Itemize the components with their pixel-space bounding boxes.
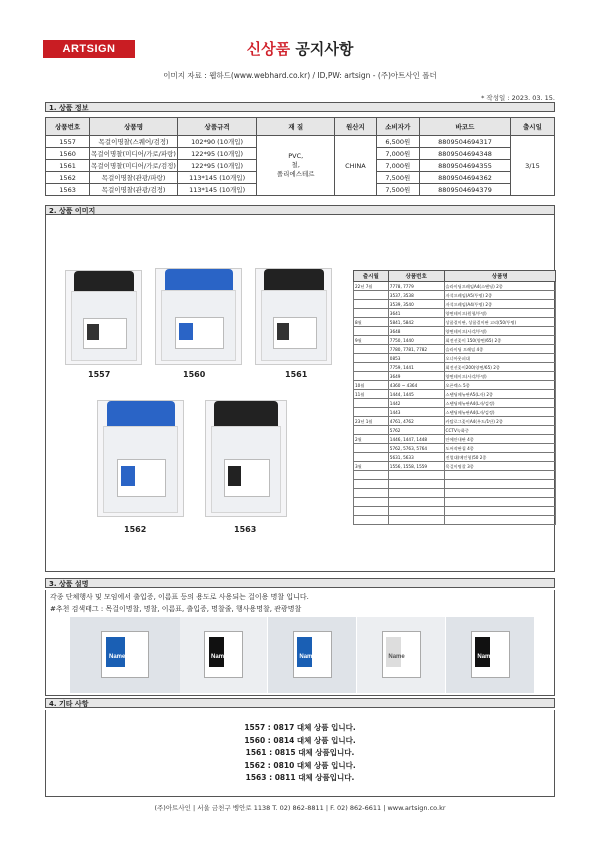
table-row: [354, 408, 556, 417]
product-number: 1561: [46, 160, 90, 172]
release-month: 2월: [354, 435, 389, 444]
page-title: [0, 38, 600, 59]
name-tag: [224, 459, 271, 498]
name-tag: [382, 631, 421, 679]
written-date: * 작성일 : 2023. 03. 15.: [481, 94, 555, 102]
price: 7,500원: [376, 184, 419, 196]
search-tags: #추천 검색태그 : 목걸이명찰, 명찰, 이름표, 출입증, 명찰줄, 행사용명찰, 관광명찰: [50, 605, 302, 613]
price: 7,500원: [376, 172, 419, 184]
origin: CHINA: [335, 136, 376, 196]
product-numbers: 5762: [388, 426, 444, 435]
table-row: [354, 498, 556, 507]
release-month: [354, 453, 389, 462]
product-names: [444, 471, 555, 480]
product-numbers: 5631, 5633: [388, 453, 444, 462]
product-numbers: [388, 507, 444, 516]
product-photo: [155, 268, 242, 365]
name-text: Name: [299, 653, 316, 660]
info-header-cell: 상품명: [90, 118, 178, 136]
product-numbers: 5841, 5842: [388, 318, 444, 327]
product-numbers: 1442: [388, 399, 444, 408]
product-names: 목걸이명찰 3종: [444, 462, 555, 471]
name-text: Name: [211, 653, 228, 660]
product-names: 회전선꽂이 150(양면/65) 2종: [444, 336, 555, 345]
product-names: 자석프레임(A4/투명) 2종: [444, 300, 555, 309]
product-number: 1563: [46, 184, 90, 196]
material: PVC, 철, 폴리에스테르: [257, 136, 335, 196]
barcode: 8809504694317: [420, 136, 511, 148]
release-month: [354, 480, 389, 489]
tag-color-block: [121, 466, 134, 486]
release-month: 3월: [354, 462, 389, 471]
info-header-cell: 바코드: [420, 118, 511, 136]
replacement-note: 1560 : 0814 대체 상품 입니다.: [244, 735, 356, 745]
product-names: 진열대(메인형)50 2종: [444, 453, 555, 462]
release-month: 23년 1월: [354, 417, 389, 426]
section-product-image-heading: 2. 상품 이미지: [45, 205, 555, 215]
release-date: 3/15: [510, 136, 554, 196]
product-names: 상품결이판, 상품결이판 고리(50/투명): [444, 318, 555, 327]
product-photo: [65, 270, 142, 365]
table-row: [354, 309, 556, 318]
product-numbers: 7759, 1441: [388, 363, 444, 372]
product-name: 목걸이명찰(관광/검정): [90, 184, 178, 196]
product-names: 안에안내판 4종: [444, 435, 555, 444]
price: 7,000원: [376, 160, 419, 172]
product-names: 슬라이딩프레임A4(스탠딩) 2종: [444, 282, 555, 291]
product-names: 회전선꽂이200(양면/65) 2종: [444, 363, 555, 372]
product-names: 스탠딩메뉴판A4(L자/검정): [444, 399, 555, 408]
product-names: 양면테이프(원형/투명): [444, 309, 555, 318]
replacement-note: 1557 : 0817 대체 상품 입니다.: [244, 723, 356, 732]
table-row: [354, 453, 556, 462]
product-names: [444, 480, 555, 489]
title-highlight: 신상품: [246, 40, 291, 58]
history-header-cell: 상품번호: [388, 271, 444, 282]
product-numbers: 3537, 3538: [388, 291, 444, 300]
product-numbers: 7750, 1440: [388, 336, 444, 345]
product-numbers: 3539, 3540: [388, 300, 444, 309]
release-month: [354, 426, 389, 435]
product-label: 1560: [183, 370, 206, 379]
product-names: [444, 498, 555, 507]
release-month: [354, 444, 389, 453]
product-name: 목걸이명찰(스퀘어/검정): [90, 136, 178, 148]
replacement-note: 1563 : 0811 대체 상품입니다.: [245, 773, 355, 782]
release-month: [354, 489, 389, 498]
replacement-note: 1561 : 0815 대체 상품입니다.: [245, 748, 355, 757]
usage-photo: [268, 617, 356, 693]
table-row: [354, 462, 556, 471]
product-spec: 102*90 (10개입): [177, 136, 256, 148]
product-names: 도어작판칩 4종: [444, 444, 555, 453]
name-tag: [117, 459, 167, 498]
product-numbers: [388, 489, 444, 498]
tag-color-block: [179, 323, 192, 340]
table-row: [354, 336, 556, 345]
product-label: 1561: [285, 370, 308, 379]
product-numbers: 3648: [388, 327, 444, 336]
product-names: 자석프레임(A5/투명) 2종: [444, 291, 555, 300]
tag-color-block: [209, 637, 228, 667]
release-month: [354, 372, 389, 381]
release-month: 9월: [354, 336, 389, 345]
product-numbers: 7780, 7781, 7782: [388, 345, 444, 354]
release-history-table: [353, 270, 556, 525]
barcode: 8809504694348: [420, 148, 511, 160]
product-names: [444, 516, 555, 525]
product-names: [444, 489, 555, 498]
table-row: [354, 399, 556, 408]
product-names: 슬라이딩 프레임 4종: [444, 345, 555, 354]
barcode: 8809504694355: [420, 160, 511, 172]
table-row: [354, 282, 556, 291]
info-header-cell: 출시일: [510, 118, 554, 136]
table-row: [354, 471, 556, 480]
product-photo: [97, 400, 184, 517]
product-label: 1562: [124, 525, 147, 534]
section-description-heading: 3. 상품 설명: [45, 578, 555, 588]
product-photo: [205, 400, 287, 517]
product-numbers: 1446, 1447, 1448: [388, 435, 444, 444]
barcode: 8809504694379: [420, 184, 511, 196]
usage-photo: [357, 617, 445, 693]
product-spec: 113*145 (10개입): [177, 184, 256, 196]
table-row: [354, 354, 556, 363]
name-tag: [204, 631, 243, 679]
artsign-logo: ARTSIGN: [43, 40, 135, 58]
company-footer: (주)아트사인 | 서울 금천구 벵안로 1138 T. 02) 862-8811 | F. 02) 862-6611 | www.artsign.co.kr: [154, 804, 446, 812]
usage-photo: [70, 617, 180, 693]
product-names: 카탈로그꽂이A4(우드/1단) 2종: [444, 417, 555, 426]
product-number: 1560: [46, 148, 90, 160]
section-product-info-heading: 1. 상품 정보: [45, 102, 555, 112]
release-month: [354, 345, 389, 354]
product-names: 오픈렉스 5종: [444, 381, 555, 390]
name-tag: [83, 318, 127, 350]
product-names: 양면테이프(사각/투명): [444, 372, 555, 381]
table-row: [354, 345, 556, 354]
product-numbers: 1443: [388, 408, 444, 417]
table-row: [354, 417, 556, 426]
table-row: [354, 390, 556, 399]
product-numbers: 7778, 7779: [388, 282, 444, 291]
table-row: [354, 426, 556, 435]
product-numbers: 1444, 1445: [388, 390, 444, 399]
table-row: [354, 435, 556, 444]
product-names: 스탠딩메뉴판A4(L자/검정): [444, 408, 555, 417]
history-header-cell: 출시월: [354, 271, 389, 282]
product-names: 스탠딩메뉴판A5(L자) 2종: [444, 390, 555, 399]
product-spec: 122*95 (10개입): [177, 148, 256, 160]
usage-photo: [180, 617, 267, 693]
table-row: [354, 363, 556, 372]
product-numbers: 4360 ~ 4364: [388, 381, 444, 390]
product-number: 1562: [46, 172, 90, 184]
release-month: [354, 507, 389, 516]
table-row: [354, 381, 556, 390]
product-names: CCTV녹화중: [444, 426, 555, 435]
product-label: 1563: [234, 525, 257, 534]
replacement-note: 1562 : 0810 대체 상품 입니다.: [244, 760, 356, 770]
name-text: Name: [388, 653, 405, 660]
product-numbers: [388, 480, 444, 489]
name-tag: [175, 317, 225, 349]
name-tag: [273, 317, 317, 349]
release-month: [354, 309, 389, 318]
name-tag: [471, 631, 510, 679]
info-header-cell: 재 질: [257, 118, 335, 136]
tag-color-block: [386, 637, 405, 667]
image-source-note: 이미지 자료 : 웹하드(www.webhard.co.kr) / ID,PW: artsign - (주)아트사인 폴더: [163, 71, 437, 80]
release-month: [354, 498, 389, 507]
product-spec: 122*95 (10개입): [177, 160, 256, 172]
release-month: [354, 408, 389, 417]
table-row: [354, 291, 556, 300]
tag-color-block: [297, 637, 316, 667]
product-names: [444, 507, 555, 516]
table-row: [354, 327, 556, 336]
release-month: [354, 516, 389, 525]
tag-color-block: [475, 637, 494, 667]
release-month: [354, 291, 389, 300]
info-header-cell: 원산지: [335, 118, 376, 136]
table-row: [354, 318, 556, 327]
product-label: 1557: [88, 370, 111, 379]
product-numbers: [388, 471, 444, 480]
name-tag: [101, 631, 149, 679]
release-month: [354, 300, 389, 309]
table-row: [354, 300, 556, 309]
product-names: 양면테이프(사각/투명): [444, 327, 555, 336]
info-header-cell: 상품규격: [177, 118, 256, 136]
product-numbers: 0853: [388, 354, 444, 363]
tag-color-block: [277, 323, 289, 340]
release-month: 11월: [354, 390, 389, 399]
release-month: [354, 399, 389, 408]
info-header-cell: 상품번호: [46, 118, 90, 136]
product-numbers: 3649: [388, 372, 444, 381]
product-name: 목걸이명찰(미디어/가로/검정): [90, 160, 178, 172]
tag-color-block: [87, 324, 99, 340]
product-names: 오너아웃퍼대: [444, 354, 555, 363]
table-row: [354, 480, 556, 489]
title-main: 공지사항: [295, 40, 354, 58]
product-numbers: 3641: [388, 309, 444, 318]
section-notes-heading: 4. 기타 사항: [45, 698, 555, 708]
release-month: 10월: [354, 381, 389, 390]
release-month: [354, 471, 389, 480]
product-numbers: 5762, 5763, 5764: [388, 444, 444, 453]
price: 6,500원: [376, 136, 419, 148]
tag-color-block: [228, 466, 241, 486]
product-number: 1557: [46, 136, 90, 148]
table-row: [354, 444, 556, 453]
product-info-table: [45, 117, 555, 196]
release-month: 22년 7월: [354, 282, 389, 291]
table-row: [354, 516, 556, 525]
table-row: [46, 136, 555, 148]
description-text: 각종 단체행사 및 모임에서 출입증, 이름표 등의 용도로 사용되는 걸이용 명찰 입니다.: [50, 593, 309, 601]
price: 7,000원: [376, 148, 419, 160]
product-numbers: 4761, 4762: [388, 417, 444, 426]
product-numbers: [388, 516, 444, 525]
product-name: 목걸이명찰(미디어/가로/파랑): [90, 148, 178, 160]
product-name: 목걸이명찰(관광/파랑): [90, 172, 178, 184]
table-row: [354, 372, 556, 381]
barcode: 8809504694362: [420, 172, 511, 184]
release-month: [354, 327, 389, 336]
release-month: [354, 363, 389, 372]
usage-photo: [446, 617, 534, 693]
history-header-cell: 상품명: [444, 271, 555, 282]
product-photo: [255, 268, 332, 365]
name-text: Name: [477, 653, 494, 660]
name-tag: [293, 631, 332, 679]
table-row: [354, 507, 556, 516]
table-row: [354, 489, 556, 498]
release-month: [354, 354, 389, 363]
product-spec: 113*145 (10개입): [177, 172, 256, 184]
name-text: Name: [108, 653, 126, 660]
product-numbers: [388, 498, 444, 507]
info-header-cell: 소비자가: [376, 118, 419, 136]
release-month: 8월: [354, 318, 389, 327]
tag-color-block: [106, 637, 124, 667]
product-numbers: 1556, 1558, 1559: [388, 462, 444, 471]
